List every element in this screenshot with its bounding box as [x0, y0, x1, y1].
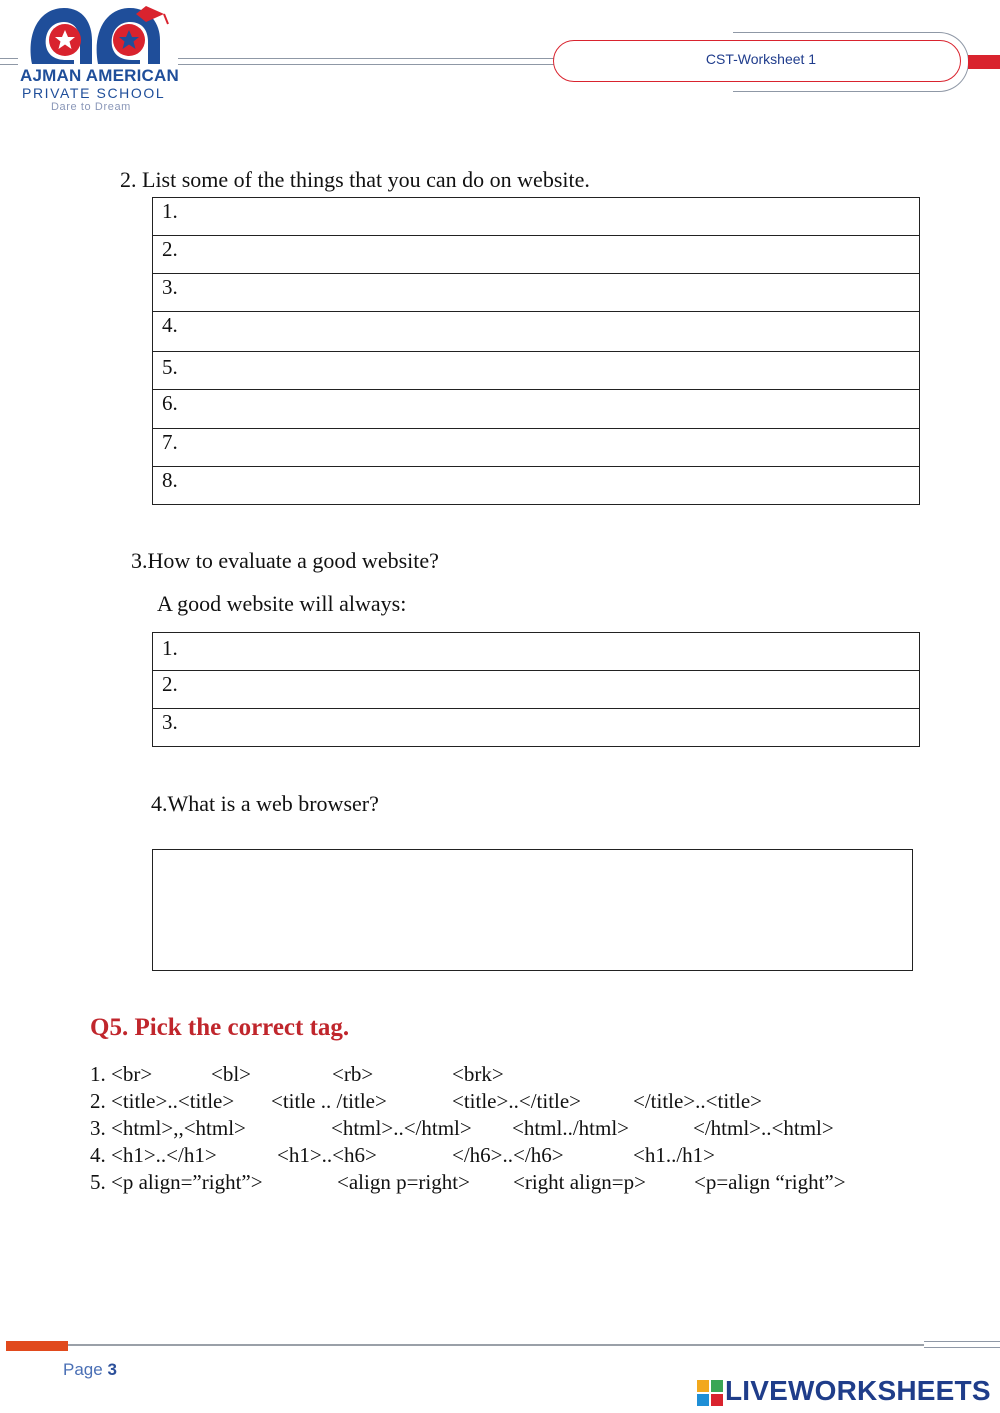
page-number [63, 1360, 117, 1380]
q5-option[interactable]: <h1>..<h6> [277, 1143, 377, 1167]
q2-answer-cell[interactable]: 8. [153, 467, 920, 505]
q3-prompt: 3.How to evaluate a good website? [131, 548, 439, 573]
q5-option[interactable]: 4. <h1>..</h1> [90, 1143, 217, 1167]
q5-option[interactable]: <title .. /title> [271, 1089, 387, 1113]
table-row[interactable] [153, 429, 920, 467]
q5-option[interactable]: <brk> [452, 1062, 504, 1086]
q2-answer-cell[interactable]: 6. [153, 390, 920, 429]
header-rule-2 [178, 64, 554, 65]
q5-option[interactable]: </h6>..</h6> [452, 1143, 564, 1167]
q3-answer-table [152, 632, 920, 747]
table-row[interactable] [153, 198, 920, 236]
school-tagline: Dare to Dream [51, 101, 131, 113]
table-row[interactable] [153, 671, 920, 709]
q3-answer-cell[interactable]: 1. [153, 633, 920, 671]
table-row[interactable] [153, 274, 920, 312]
q5-option[interactable]: <title>..</title> [452, 1089, 582, 1113]
worksheet-title: CST-Worksheet 1 [705, 51, 817, 67]
table-row[interactable] [153, 709, 920, 747]
q5-option[interactable]: 1. <br> [90, 1062, 153, 1086]
q5-option[interactable]: <right align=p> [513, 1170, 646, 1194]
table-row[interactable] [153, 467, 920, 505]
header-rule-left-2 [0, 64, 18, 65]
table-row[interactable] [153, 633, 920, 671]
footer-rule-right-1 [924, 1341, 1000, 1342]
q2-answer-cell[interactable]: 1. [153, 198, 920, 236]
q4-prompt: 4.What is a web browser? [151, 791, 379, 816]
header-rule-1 [178, 58, 554, 59]
liveworksheets-wordmark: LIVEWORKSHEETS [725, 1375, 991, 1406]
q2-answer-cell[interactable]: 4. [153, 312, 920, 352]
footer-accent-bar [6, 1341, 68, 1351]
q2-answer-cell[interactable]: 5. [153, 352, 920, 390]
q5-option[interactable]: <html>..</html> [331, 1116, 472, 1140]
q5-option[interactable]: <h1../h1> [633, 1143, 716, 1167]
q5-option[interactable]: </title>..<title> [633, 1089, 763, 1113]
liveworksheets-logo[interactable] [697, 1377, 997, 1407]
q2-prompt: 2. List some of the things that you can do on website. [120, 167, 590, 192]
q3-answer-cell[interactable]: 2. [153, 671, 920, 709]
q4-answer-box[interactable] [152, 849, 913, 971]
school-crest-icon [18, 2, 178, 72]
table-row[interactable] [153, 236, 920, 274]
school-name-line1: AJMAN AMERICAN [20, 66, 179, 85]
q5-option[interactable]: <rb> [332, 1062, 374, 1086]
q2-answer-table [152, 197, 920, 505]
page-label: Page [63, 1360, 103, 1379]
q5-title: Q5. Pick the correct tag. [90, 1014, 350, 1041]
table-row[interactable] [153, 390, 920, 429]
school-logo [18, 2, 178, 114]
q5-option[interactable]: 3. <html>,,<html> [90, 1116, 246, 1140]
q3-subprompt: A good website will always: [157, 591, 407, 616]
table-row[interactable] [153, 352, 920, 390]
q5-option[interactable]: 2. <title>..<title> [90, 1089, 235, 1113]
q5-option[interactable]: 5. <p align=”right”> [90, 1170, 263, 1194]
footer-rule [6, 1344, 924, 1346]
q2-answer-cell[interactable]: 2. [153, 236, 920, 274]
q2-answer-cell[interactable]: 7. [153, 429, 920, 467]
header-red-bar [968, 55, 1000, 69]
q5-option[interactable]: <bl> [211, 1062, 252, 1086]
q5-option[interactable]: <p=align “right”> [694, 1170, 846, 1194]
page-number-value: 3 [107, 1360, 117, 1379]
liveworksheets-icon [697, 1380, 723, 1406]
q2-answer-cell[interactable]: 3. [153, 274, 920, 312]
q5-option[interactable]: <align p=right> [337, 1170, 470, 1194]
q3-answer-cell[interactable]: 3. [153, 709, 920, 747]
table-row[interactable] [153, 312, 920, 352]
footer-rule-right-2 [924, 1347, 1000, 1348]
q5-option[interactable]: <html../html> [512, 1116, 630, 1140]
school-name-line2: PRIVATE SCHOOL [22, 85, 166, 101]
q5-option[interactable]: </html>..<html> [693, 1116, 834, 1140]
header-rule-left-1 [0, 58, 18, 59]
